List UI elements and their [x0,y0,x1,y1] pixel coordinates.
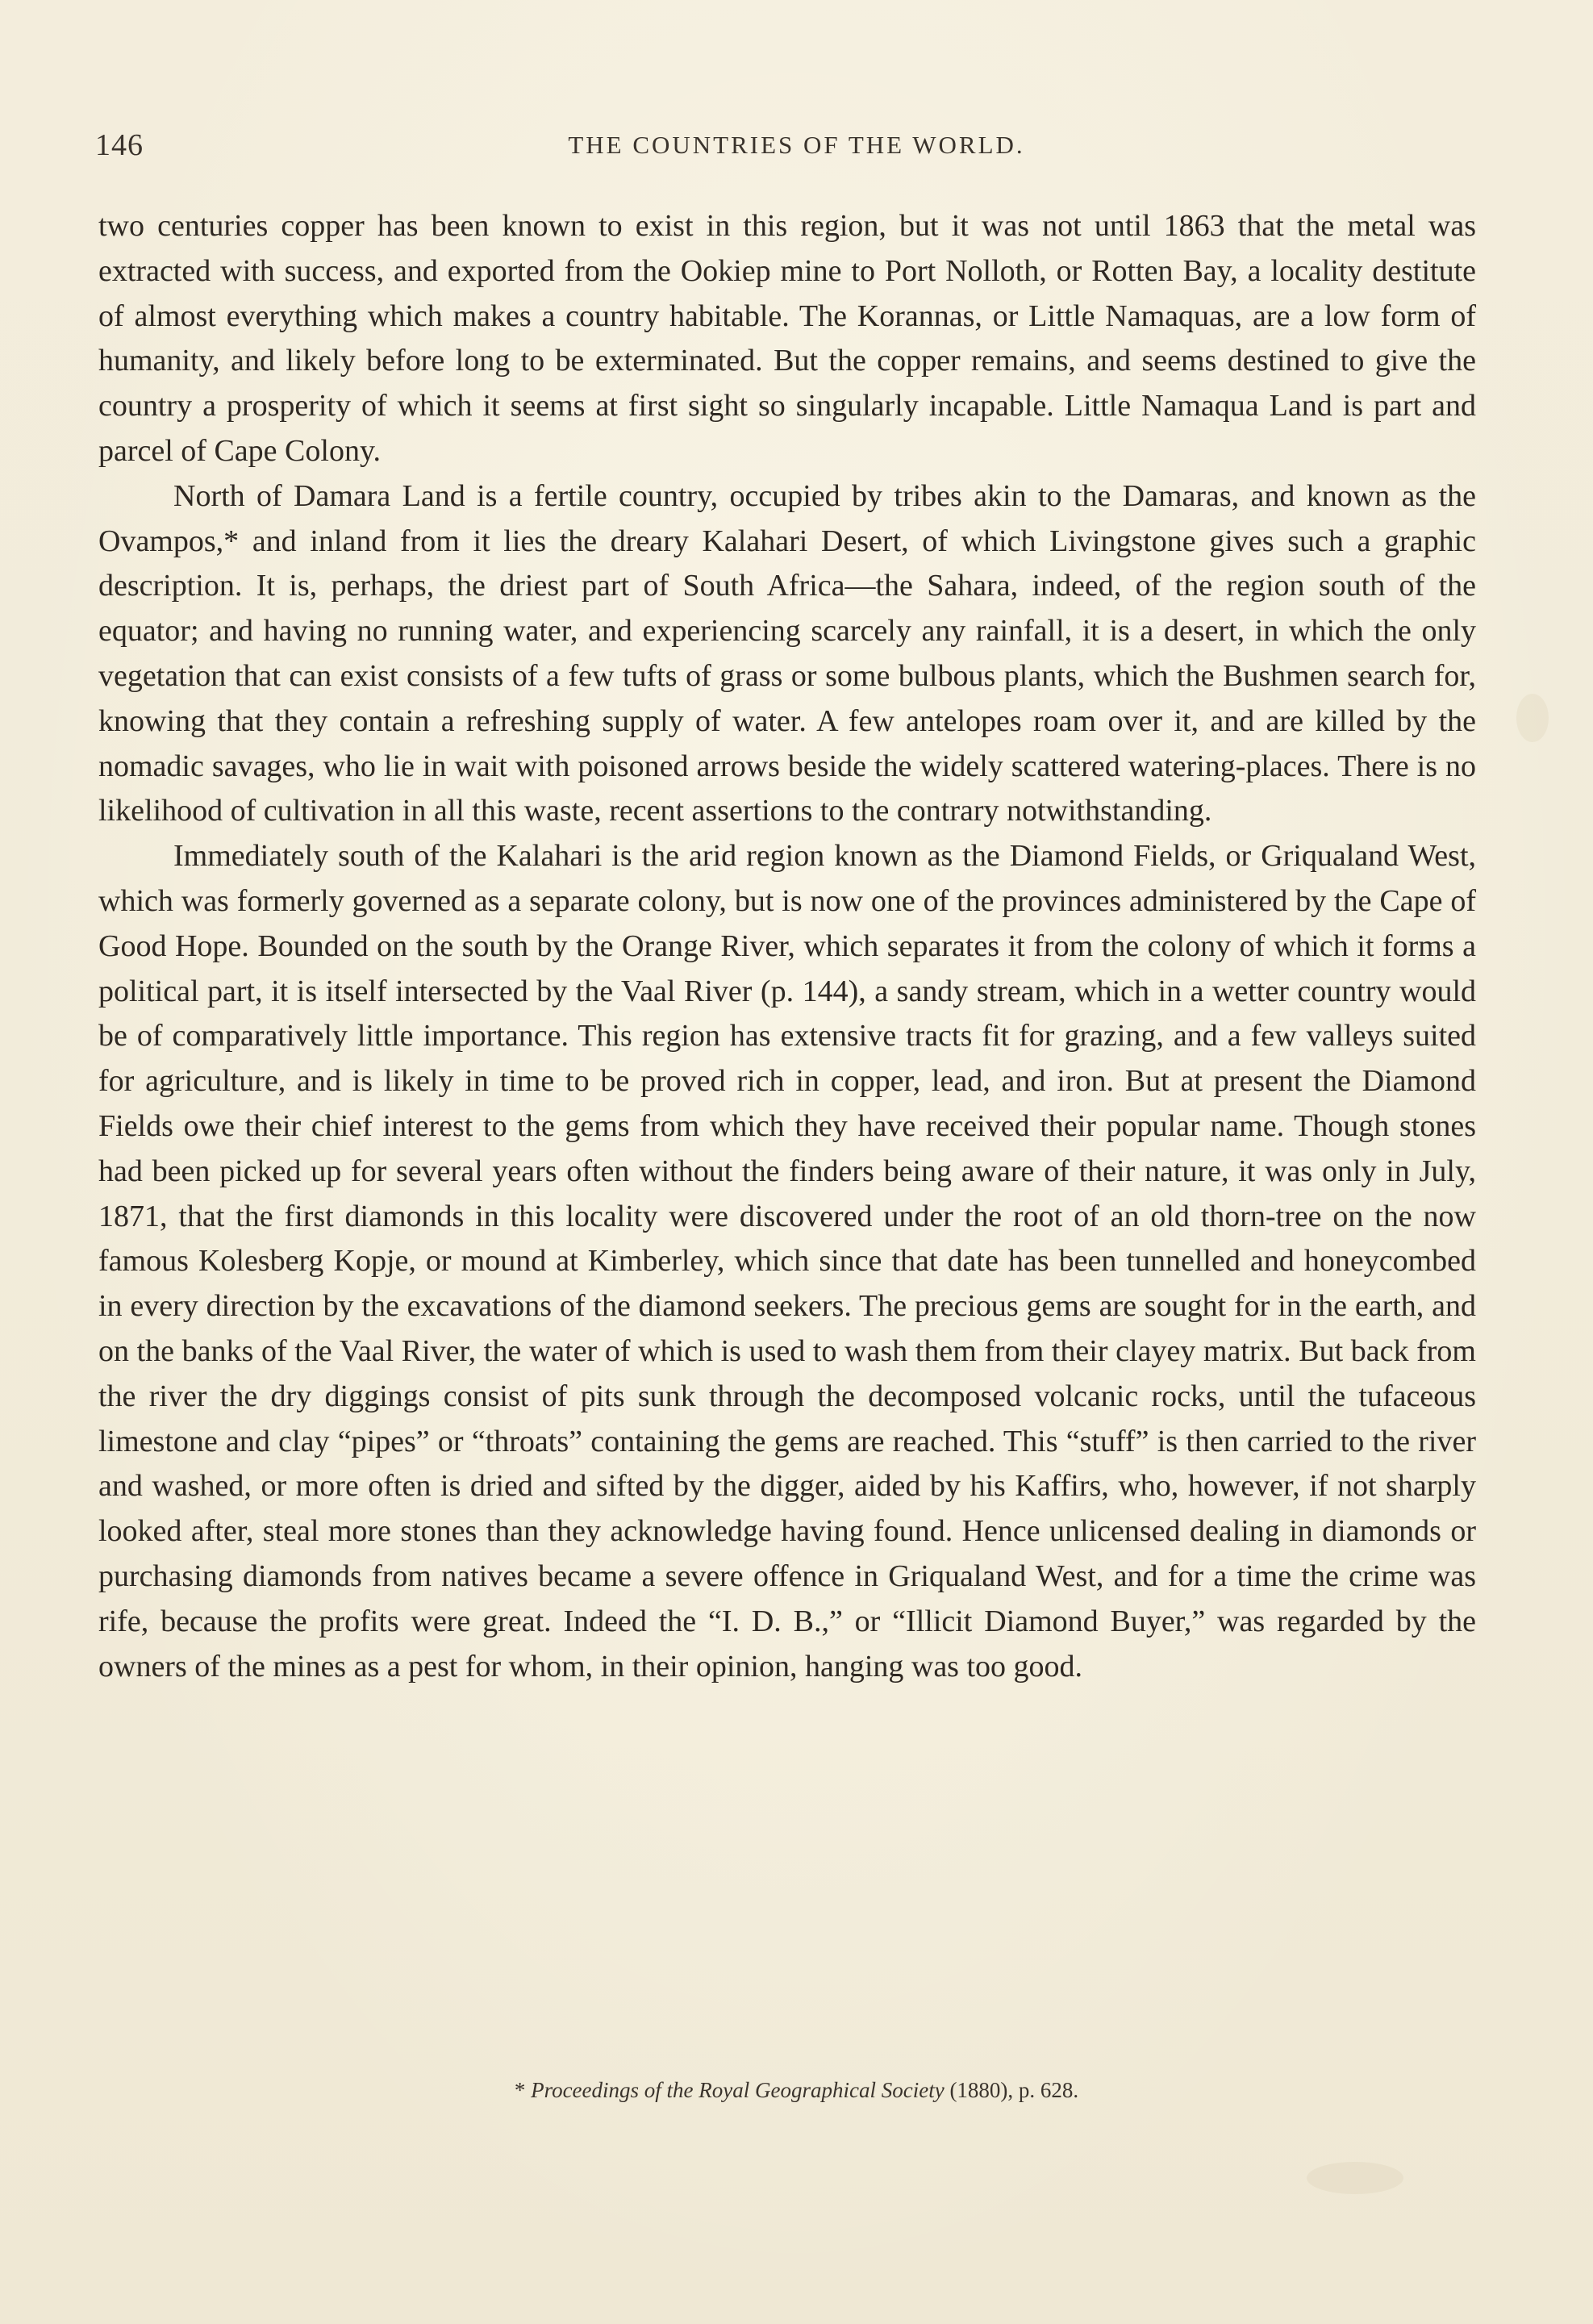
footnote [0,2078,1593,2103]
paragraph: Immediately south of the Kalahari is the arid region known as the Diamond Fields, or Griqualand West, which was formerly governed as a separate colony, but is now one of the provinces administered by the Cape of Good Hope. Bounded on the south by the Orange River, which separates it from the colony of which it forms a political part, it is itself intersected by the Vaal River (p. 144), a sandy stream, which in a wetter country would be of comparatively little importance. This region has extensive tracts fit for grazing, and a few valleys suited for agriculture, and is likely in time to be proved rich in copper, lead, and iron. But at present the Diamond Fields owe their chief interest to the gems from which they have received their popular name. Though stones had been picked up for several years often without the finders being aware of their nature, it was only in July, 1871, that the first diamonds in this locality were discovered under the root of an old thorn-tree on the now famous Kolesberg Kopje, or mound at Kimberley, which since that date has been tunnelled and honeycombed in every direction by the excavations of the diamond seekers. The precious gems are sought for in the earth, and on the banks of the Vaal River, the water of which is used to wash them from their clayey matrix. But back from the river the dry diggings consist of pits sunk through the decomposed volcanic rocks, until the tufaceous limestone and clay “pipes” or “throats” containing the gems are reached. This “stuff” is then carried to the river and washed, or more often is dried and sifted by the digger, aided by his Kaffirs, who, however, if not sharply looked after, steal more stones than they acknowledge having found. Hence unlicensed dealing in diamonds or purchasing diamonds from natives became a severe offence in Griqualand West, and for a time the crime was rife, because the profits were great. Indeed the “I. D. B.,” or “Illicit Diamond Buyer,” was regarded by the owners of the mines as a pest for whom, in their opinion, hanging was too good. [98,839,1476,1684]
paper-stain [1307,2162,1403,2194]
page-number: 146 [95,128,144,162]
paragraph: North of Damara Land is a fertile country, occupied by tribes akin to the Damaras, and known as the Ovampos,* and inland from it lies the dreary Kalahari Desert, of which Livingstone gives such a graphic description. It is, perhaps, the driest part of South Africa—the Sahara, indeed, of the region south of the equator; and having no running water, and experiencing scarcely any rainfall, it is a desert, in which the only vegetation that can exist consists of a few tufts of grass or some bulbous plants, which the Bushmen search for, knowing that they contain a refreshing supply of water. A few antelopes roam over it, and are killed by the nomadic savages, who lie in wait with poisoned arrows beside the widely scattered watering-places. There is no likelihood of cultivation in all this waste, recent assertions to the contrary notwithstanding. [98,478,1476,828]
footnote-citation: (1880), p. 628. [949,2078,1079,2102]
paragraph: two centuries copper has been known to exist in this region, but it was not until 1863 that the metal was extracted with success, and exported from the Ookiep mine to Port Nolloth, or Rotten Bay, a locality destitute of almost everything which makes a country habitable. The Korannas, or Little Namaquas, are a low form of humanity, and likely before long to be exterminated. But the copper remains, and seems destined to give the country a prosperity of which it seems at first sight so singularly incapable. Little Namaqua Land is part and parcel of Cape Colony. [98,209,1476,468]
running-head: THE COUNTRIES OF THE WORLD. [568,131,1025,159]
page-header [0,127,1593,168]
footnote-source-title: Proceedings of the Royal Geographical Society [531,2078,945,2102]
footnote-marker: * [514,2078,526,2102]
body-text [98,204,1476,1689]
paper-stain [1516,694,1549,742]
